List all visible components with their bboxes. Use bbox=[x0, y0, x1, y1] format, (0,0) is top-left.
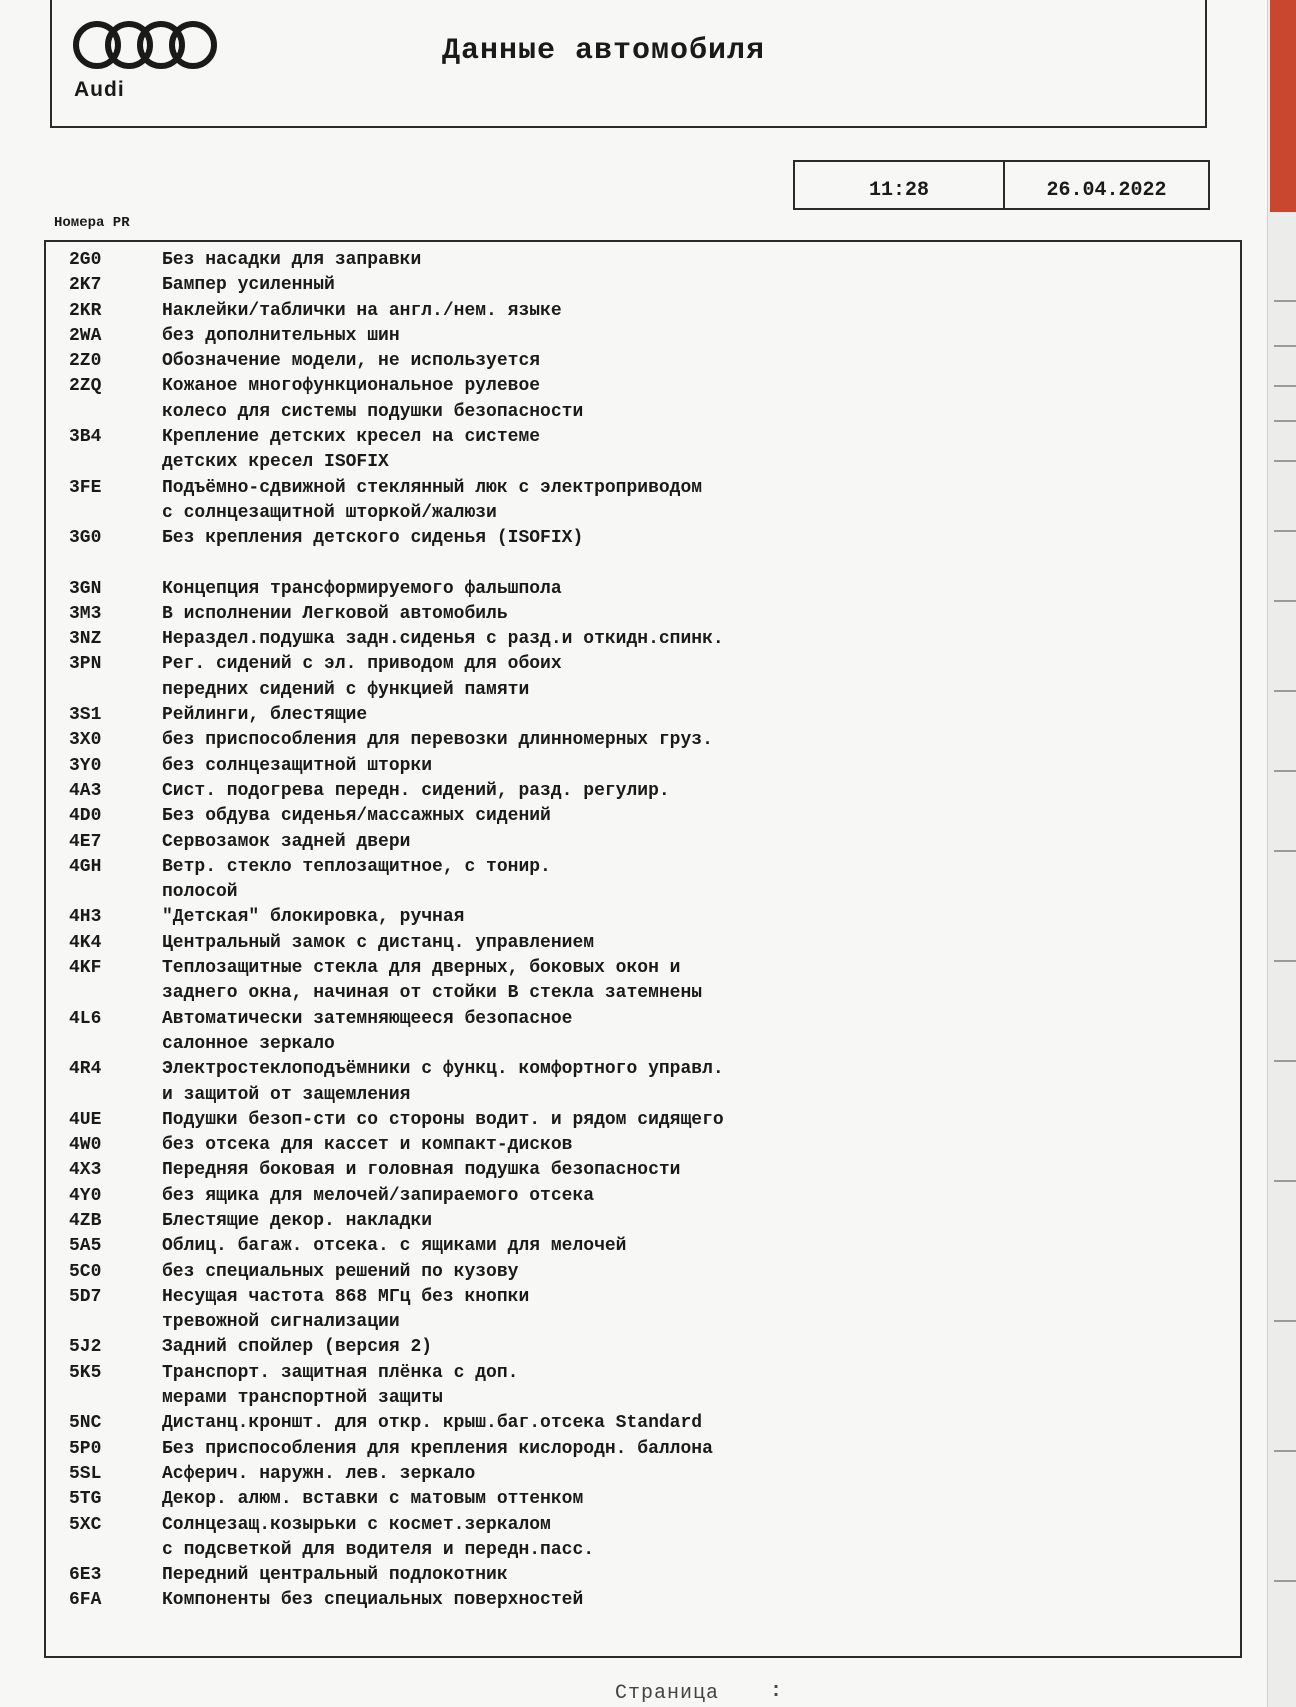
pr-code-description bbox=[162, 728, 1230, 753]
pr-code-row bbox=[66, 627, 1230, 652]
document-title: Данные автомобиля bbox=[442, 34, 766, 68]
adjacent-sheet-rule bbox=[1274, 1580, 1296, 1582]
pr-code: 4Y0 bbox=[69, 1185, 102, 1206]
pr-code-description-line: В исполнении Легковой автомобиль bbox=[162, 603, 508, 624]
pr-code-description bbox=[162, 1437, 1230, 1462]
pr-code-description bbox=[162, 627, 1230, 652]
pr-code-row bbox=[66, 1108, 1230, 1133]
pr-code-description bbox=[162, 324, 1230, 349]
pr-code-description bbox=[162, 1462, 1230, 1487]
pr-code-description-line: без солнцезащитной шторки bbox=[162, 755, 433, 776]
pr-code-row bbox=[66, 374, 1230, 425]
pr-code-row bbox=[66, 1234, 1230, 1259]
pr-code-description-line: Без крепления детского сиденья (ISOFIX) bbox=[162, 528, 584, 549]
pr-code: 5A5 bbox=[69, 1236, 102, 1257]
adjacent-sheet-rule bbox=[1274, 385, 1296, 387]
pr-code-row bbox=[66, 577, 1230, 602]
pr-code-description bbox=[162, 703, 1230, 728]
pr-code: 2WA bbox=[69, 325, 102, 346]
pr-code: 4E7 bbox=[69, 831, 102, 852]
pr-code: 5NC bbox=[69, 1413, 102, 1434]
pr-code: 5K5 bbox=[69, 1362, 102, 1383]
pr-code-description bbox=[162, 425, 1230, 476]
pr-code-row bbox=[66, 1588, 1230, 1613]
pr-code: 4D0 bbox=[69, 806, 102, 827]
pr-code-description-line: Центральный замок с дистанц. управлением bbox=[162, 932, 595, 953]
adjacent-sheet-rule bbox=[1274, 345, 1296, 347]
pr-code-description-line: салонное зеркало bbox=[162, 1033, 335, 1054]
adjacent-sheet-rule bbox=[1274, 1180, 1296, 1182]
pr-code-description-line: Бампер усиленный bbox=[162, 275, 335, 296]
pr-code-description bbox=[162, 1563, 1230, 1588]
pr-code-description bbox=[162, 1007, 1230, 1058]
pr-code-description-line: Подушки безоп-сти со стороны водит. и рядом сидящего bbox=[162, 1109, 724, 1130]
pr-code-description-line: Крепление детских кресел на системе bbox=[162, 427, 541, 448]
pr-code-description-line: без специальных решений по кузову bbox=[162, 1261, 519, 1282]
pr-code-description-line: Кожаное многофункциональное рулевое bbox=[162, 376, 541, 397]
pr-code: 5P0 bbox=[69, 1438, 102, 1459]
adjacent-sheet-rule bbox=[1274, 960, 1296, 962]
pr-code: 4K4 bbox=[69, 932, 102, 953]
pr-code-row bbox=[66, 1158, 1230, 1183]
pr-code-description bbox=[162, 1234, 1230, 1259]
pr-code: 3GN bbox=[69, 578, 102, 599]
adjacent-sheet-rule bbox=[1274, 1450, 1296, 1452]
pr-code-row bbox=[66, 1513, 1230, 1564]
pr-code-row bbox=[66, 1133, 1230, 1158]
pr-code-description-line: Сист. подогрева передн. сидений, разд. регулир. bbox=[162, 780, 670, 801]
pr-code-description-line: Без обдува сиденья/массажных сидений bbox=[162, 806, 551, 827]
pr-code: 4L6 bbox=[69, 1008, 102, 1029]
pr-code-row bbox=[66, 1007, 1230, 1058]
pr-code: 5D7 bbox=[69, 1286, 102, 1307]
pr-code: 3PN bbox=[69, 654, 102, 675]
pr-code-description bbox=[162, 1361, 1230, 1412]
pr-code: 5XC bbox=[69, 1514, 102, 1535]
pr-code-description-line: Автоматически затемняющееся безопасное bbox=[162, 1008, 573, 1029]
pr-code: 3FE bbox=[69, 477, 102, 498]
pr-code-row bbox=[66, 905, 1230, 930]
pr-code-description-line: без дополнительных шин bbox=[162, 325, 400, 346]
pr-code-row bbox=[66, 855, 1230, 906]
pr-code: 4X3 bbox=[69, 1160, 102, 1181]
header-box bbox=[50, 0, 1207, 128]
pr-code-description-line: мерами транспортной защиты bbox=[162, 1388, 443, 1409]
pr-code-row bbox=[66, 476, 1230, 527]
pr-code-description-line: Несущая частота 868 МГц без кнопки bbox=[162, 1286, 530, 1307]
pr-code: 3B4 bbox=[69, 427, 102, 448]
pr-code-description bbox=[162, 956, 1230, 1007]
adjacent-sheet-rule bbox=[1274, 530, 1296, 532]
pr-code-row bbox=[66, 1487, 1230, 1512]
pr-code-row bbox=[66, 425, 1230, 476]
pr-code-row bbox=[66, 248, 1230, 273]
pr-code-row bbox=[66, 1285, 1230, 1336]
pr-code-description-line: Асферич. наружн. лев. зеркало bbox=[162, 1463, 476, 1484]
timestamp-box bbox=[793, 160, 1210, 210]
pr-code-description bbox=[162, 1209, 1230, 1234]
pr-code-description bbox=[162, 1487, 1230, 1512]
pr-code-description-line: полосой bbox=[162, 882, 238, 903]
pr-code-row bbox=[66, 299, 1230, 324]
pr-code-description bbox=[162, 476, 1230, 527]
pr-code-row bbox=[66, 273, 1230, 298]
pr-code-row bbox=[66, 1260, 1230, 1285]
pr-code: 2KR bbox=[69, 300, 102, 321]
pr-code-description-line: Блестящие декор. накладки bbox=[162, 1210, 433, 1231]
pr-code-row bbox=[66, 349, 1230, 374]
pr-code-description bbox=[162, 273, 1230, 298]
pr-code: 6FA bbox=[69, 1590, 102, 1611]
pr-code: 3M3 bbox=[69, 603, 102, 624]
pr-code-row bbox=[66, 652, 1230, 703]
section-label: Номера PR bbox=[54, 215, 130, 231]
pr-code-description bbox=[162, 779, 1230, 804]
pr-code: 4A3 bbox=[69, 780, 102, 801]
pr-code-description bbox=[162, 1411, 1230, 1436]
pr-code: 5TG bbox=[69, 1489, 102, 1510]
pr-code-description bbox=[162, 1513, 1230, 1564]
pr-code-description-line: Рейлинги, блестящие bbox=[162, 705, 368, 726]
pr-code-description-line: Теплозащитные стекла для дверных, боковых окон и bbox=[162, 958, 681, 979]
pr-code: 3X0 bbox=[69, 730, 102, 751]
pr-code-description-line: Передняя боковая и головная подушка безопасности bbox=[162, 1160, 681, 1181]
pr-code-description-line: заднего окна, начиная от стойки В стекла затемнены bbox=[162, 983, 703, 1004]
pr-code: 4H3 bbox=[69, 907, 102, 928]
pr-code: 4W0 bbox=[69, 1135, 102, 1156]
pr-code-description-line: Ветр. стекло теплозащитное, с тонир. bbox=[162, 856, 551, 877]
pr-code-description-line: детских кресел ISOFIX bbox=[162, 452, 389, 473]
pr-code-row bbox=[66, 830, 1230, 855]
adjacent-sheet-tab bbox=[1270, 0, 1296, 212]
pr-code-description bbox=[162, 1057, 1230, 1108]
pr-code: 2G0 bbox=[69, 250, 102, 270]
pr-codes-list bbox=[66, 248, 1230, 1614]
pr-code-row bbox=[66, 1563, 1230, 1588]
adjacent-sheet-rule bbox=[1274, 850, 1296, 852]
pr-code: 5C0 bbox=[69, 1261, 102, 1282]
pr-code-row bbox=[66, 324, 1230, 349]
pr-code: 4ZB bbox=[69, 1210, 102, 1231]
pr-code-description bbox=[162, 299, 1230, 324]
adjacent-sheet-rule bbox=[1274, 1060, 1296, 1062]
pr-code-row bbox=[66, 1057, 1230, 1108]
adjacent-sheet-edge bbox=[1267, 0, 1296, 1707]
print-date: 26.04.2022 bbox=[1046, 179, 1167, 202]
pr-code: 2ZQ bbox=[69, 376, 102, 397]
pr-code-description-line: Наклейки/таблички на англ./нем. языке bbox=[162, 300, 562, 321]
pr-code-row bbox=[66, 1411, 1230, 1436]
pr-code: 4GH bbox=[69, 856, 102, 877]
pr-code-description-line: Транспорт. защитная плёнка с доп. bbox=[162, 1362, 519, 1383]
pr-code: 3G0 bbox=[69, 528, 102, 549]
pr-code-description-line: с подсветкой для водителя и передн.пасс. bbox=[162, 1539, 595, 1560]
adjacent-sheet-rule bbox=[1274, 690, 1296, 692]
pr-code-row bbox=[66, 1184, 1230, 1209]
pr-codes-table bbox=[44, 240, 1242, 1658]
pr-code-row bbox=[66, 1361, 1230, 1412]
pr-code-description-line: Солнцезащ.козырьки с космет.зеркалом bbox=[162, 1514, 551, 1535]
pr-code-description-line: Облиц. багаж. отсека. с ящиками для мелочей bbox=[162, 1236, 627, 1257]
pr-code: 4R4 bbox=[69, 1059, 102, 1080]
pr-code: 5J2 bbox=[69, 1337, 102, 1358]
pr-code: 4UE bbox=[69, 1109, 102, 1130]
pr-code: 3NZ bbox=[69, 629, 102, 650]
pr-code-description bbox=[162, 374, 1230, 425]
print-time: 11:28 bbox=[795, 162, 1005, 208]
pr-code-description bbox=[162, 754, 1230, 779]
pr-code-description bbox=[162, 349, 1230, 374]
pr-code-description-line: Декор. алюм. вставки с матовым оттенком bbox=[162, 1489, 584, 1510]
pr-code-description-line: "Детская" блокировка, ручная bbox=[162, 907, 465, 928]
pr-code: 5SL bbox=[69, 1463, 102, 1484]
adjacent-sheet-rule bbox=[1274, 600, 1296, 602]
pr-code-row bbox=[66, 931, 1230, 956]
pr-code-description-line: без отсека для кассет и компакт-дисков bbox=[162, 1135, 573, 1156]
adjacent-sheet-rule bbox=[1274, 770, 1296, 772]
pr-code-description-line: Нераздел.подушка задн.сиденья с разд.и откидн.спинк. bbox=[162, 629, 724, 650]
pr-code-description bbox=[162, 1260, 1230, 1285]
pr-code-description-line: Дистанц.кроншт. для откр. крыш.баг.отсека Standard bbox=[162, 1413, 703, 1434]
pr-code-description bbox=[162, 931, 1230, 956]
pr-code-description-line: Рег. сидений с эл. приводом для обоих bbox=[162, 654, 562, 675]
pr-code: 3S1 bbox=[69, 705, 102, 726]
pr-code-description-line: Обозначение модели, не используется bbox=[162, 351, 541, 372]
pr-code-description-line: Задний спойлер (версия 2) bbox=[162, 1337, 433, 1358]
pr-code-row bbox=[66, 602, 1230, 627]
pr-code-description bbox=[162, 804, 1230, 829]
pr-code-description bbox=[162, 577, 1230, 602]
pr-code-row bbox=[66, 1437, 1230, 1462]
pr-code: 4KF bbox=[69, 958, 102, 979]
adjacent-sheet-rule bbox=[1274, 1320, 1296, 1322]
pr-code-description bbox=[162, 1158, 1230, 1183]
pr-code-description bbox=[162, 905, 1230, 930]
pr-code-row bbox=[66, 1335, 1230, 1360]
pr-code-description-line: передних сидений с функцией памяти bbox=[162, 679, 530, 700]
pr-code-row bbox=[66, 956, 1230, 1007]
pr-code-description-line: без ящика для мелочей/запираемого отсека bbox=[162, 1185, 595, 1206]
pr-code-description bbox=[162, 652, 1230, 703]
pr-code-row bbox=[66, 804, 1230, 829]
pr-code-description-line: тревожной сигнализации bbox=[162, 1312, 400, 1333]
pr-code: 2K7 bbox=[69, 275, 102, 296]
brand-name: Audi bbox=[74, 78, 125, 101]
pr-code-description-line: Без приспособления для крепления кислородн. баллона bbox=[162, 1438, 713, 1459]
pr-code-description bbox=[162, 602, 1230, 627]
page-label: Страница bbox=[615, 1682, 720, 1705]
pr-code-description bbox=[162, 1108, 1230, 1133]
adjacent-sheet-rule bbox=[1274, 300, 1296, 302]
pr-code-row bbox=[66, 1462, 1230, 1487]
pr-code-description bbox=[162, 1184, 1230, 1209]
pr-code-row bbox=[66, 779, 1230, 804]
pr-code-description-line: Концепция трансформируемого фальшпола bbox=[162, 578, 562, 599]
pr-code-description-line: без приспособления для перевозки длинномерных груз. bbox=[162, 730, 713, 751]
page-separator: : bbox=[770, 1680, 783, 1703]
pr-code-description-line: Передний центральный подлокотник bbox=[162, 1565, 508, 1586]
pr-code-description bbox=[162, 1285, 1230, 1336]
pr-code: 6E3 bbox=[69, 1565, 102, 1586]
pr-code-description-line: Подъёмно-сдвижной стеклянный люк с электроприводом bbox=[162, 477, 703, 498]
pr-code-description bbox=[162, 830, 1230, 855]
pr-code-row bbox=[66, 1209, 1230, 1234]
pr-code-description bbox=[162, 1588, 1230, 1613]
pr-code-description bbox=[162, 1335, 1230, 1360]
adjacent-sheet-rule bbox=[1274, 420, 1296, 422]
pr-code-description bbox=[162, 1133, 1230, 1158]
pr-code: 3Y0 bbox=[69, 755, 102, 776]
pr-code-row bbox=[66, 703, 1230, 728]
pr-code-description bbox=[162, 248, 1230, 273]
pr-code: 2Z0 bbox=[69, 351, 102, 372]
pr-code-description bbox=[162, 526, 1230, 551]
pr-code-description-line: и защитой от защемления bbox=[162, 1084, 411, 1105]
pr-code-description-line: с солнцезащитной шторкой/жалюзи bbox=[162, 502, 497, 523]
pr-code-row bbox=[66, 728, 1230, 753]
adjacent-sheet-rule bbox=[1274, 460, 1296, 462]
pr-code-description-line: колесо для системы подушки безопасности bbox=[162, 401, 584, 422]
pr-code-row bbox=[66, 754, 1230, 779]
pr-code-description-line: Сервозамок задней двери bbox=[162, 831, 411, 852]
pr-code-description-line: Без насадки для заправки bbox=[162, 250, 422, 270]
pr-code-description-line: Компоненты без специальных поверхностей bbox=[162, 1590, 584, 1611]
pr-code-row bbox=[66, 526, 1230, 551]
pr-code-description bbox=[162, 855, 1230, 906]
pr-code-description-line: Электростеклоподъёмники с функц. комфортного управл. bbox=[162, 1059, 724, 1080]
